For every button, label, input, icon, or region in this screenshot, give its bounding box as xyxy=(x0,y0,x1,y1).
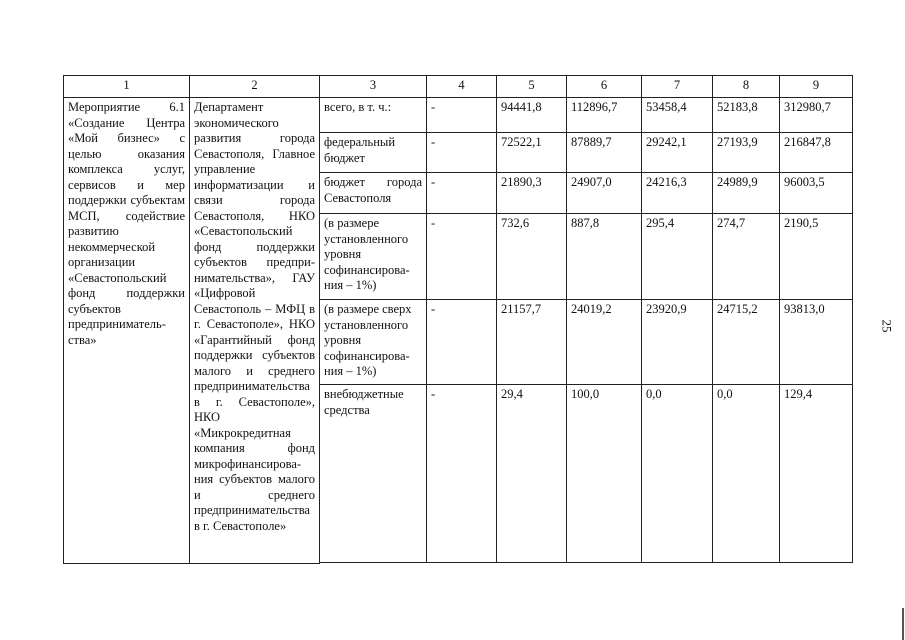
cell-col6: 24019,2 xyxy=(567,300,642,385)
column-header: 6 xyxy=(567,76,642,98)
spacer-cell xyxy=(320,563,853,564)
funding-source: всего, в т. ч.: xyxy=(320,98,427,133)
cell-col5: 94441,8 xyxy=(497,98,567,133)
cell-col4: - xyxy=(427,385,497,563)
funding-source: (в размере установленного уровня софинансирования – 1%) xyxy=(320,214,427,300)
funding-source: (в размере сверх установленного уровня софинансирования – 1%) xyxy=(320,300,427,385)
cell-col4: - xyxy=(427,133,497,173)
cell-col9: 96003,5 xyxy=(780,173,853,214)
funding-source: внебюджетные средства xyxy=(320,385,427,563)
column-header: 5 xyxy=(497,76,567,98)
cell-col7: 0,0 xyxy=(642,385,713,563)
cell-col6: 87889,7 xyxy=(567,133,642,173)
cell-col4: - xyxy=(427,300,497,385)
column-header: 7 xyxy=(642,76,713,98)
page-number: 25 xyxy=(879,319,895,333)
funding-source: бюджет города Севастополя xyxy=(320,173,427,214)
cell-col5: 21890,3 xyxy=(497,173,567,214)
cell-col5: 732,6 xyxy=(497,214,567,300)
budget-table xyxy=(63,75,853,564)
cell-col7: 23920,9 xyxy=(642,300,713,385)
executors-cell: Департамент экономического развития города Севастополя, Главное управление информатизации и связи города Севастополя, НКО «Севастопольский фонд поддержки субъектов предпринимательства», ГАУ «Цифровой Севастополь – МФЦ в г. Севастополе», НКО «Гарантийный фонд поддержки субъектов малого и среднего предпринимательства в г. Севастополе», НКО «Микрокредитная компания фонд микрофинансирования субъектов малого и среднего предпринимательства в г. Севастополе» xyxy=(190,98,320,564)
column-header: 2 xyxy=(190,76,320,98)
cell-col7: 295,4 xyxy=(642,214,713,300)
cell-col6: 24907,0 xyxy=(567,173,642,214)
table-row xyxy=(64,98,853,133)
scan-edge-mark xyxy=(902,608,904,640)
header-row xyxy=(64,76,853,98)
cell-col4: - xyxy=(427,173,497,214)
cell-col5: 72522,1 xyxy=(497,133,567,173)
cell-col6: 887,8 xyxy=(567,214,642,300)
column-header: 3 xyxy=(320,76,427,98)
cell-col8: 274,7 xyxy=(713,214,780,300)
cell-col9: 129,4 xyxy=(780,385,853,563)
activity-cell: Мероприятие 6.1 «Создание Центра «Мой бизнес» с целью оказания комплекса услуг, сервисов и мер поддержки субъектам МСП, содействие развитию некоммерческой организации «Севастопольский фонд поддержки субъектов предпринимательства» xyxy=(64,98,190,564)
cell-col7: 29242,1 xyxy=(642,133,713,173)
cell-col9: 216847,8 xyxy=(780,133,853,173)
cell-col6: 100,0 xyxy=(567,385,642,563)
cell-col8: 0,0 xyxy=(713,385,780,563)
cell-col9: 2190,5 xyxy=(780,214,853,300)
cell-col8: 52183,8 xyxy=(713,98,780,133)
cell-col8: 27193,9 xyxy=(713,133,780,173)
column-header: 8 xyxy=(713,76,780,98)
column-header: 1 xyxy=(64,76,190,98)
column-header: 9 xyxy=(780,76,853,98)
cell-col8: 24989,9 xyxy=(713,173,780,214)
cell-col7: 24216,3 xyxy=(642,173,713,214)
cell-col7: 53458,4 xyxy=(642,98,713,133)
cell-col4: - xyxy=(427,214,497,300)
cell-col8: 24715,2 xyxy=(713,300,780,385)
cell-col5: 29,4 xyxy=(497,385,567,563)
column-header: 4 xyxy=(427,76,497,98)
cell-col4: - xyxy=(427,98,497,133)
cell-col9: 312980,7 xyxy=(780,98,853,133)
cell-col9: 93813,0 xyxy=(780,300,853,385)
cell-col6: 112896,7 xyxy=(567,98,642,133)
cell-col5: 21157,7 xyxy=(497,300,567,385)
funding-source: федеральный бюджет xyxy=(320,133,427,173)
